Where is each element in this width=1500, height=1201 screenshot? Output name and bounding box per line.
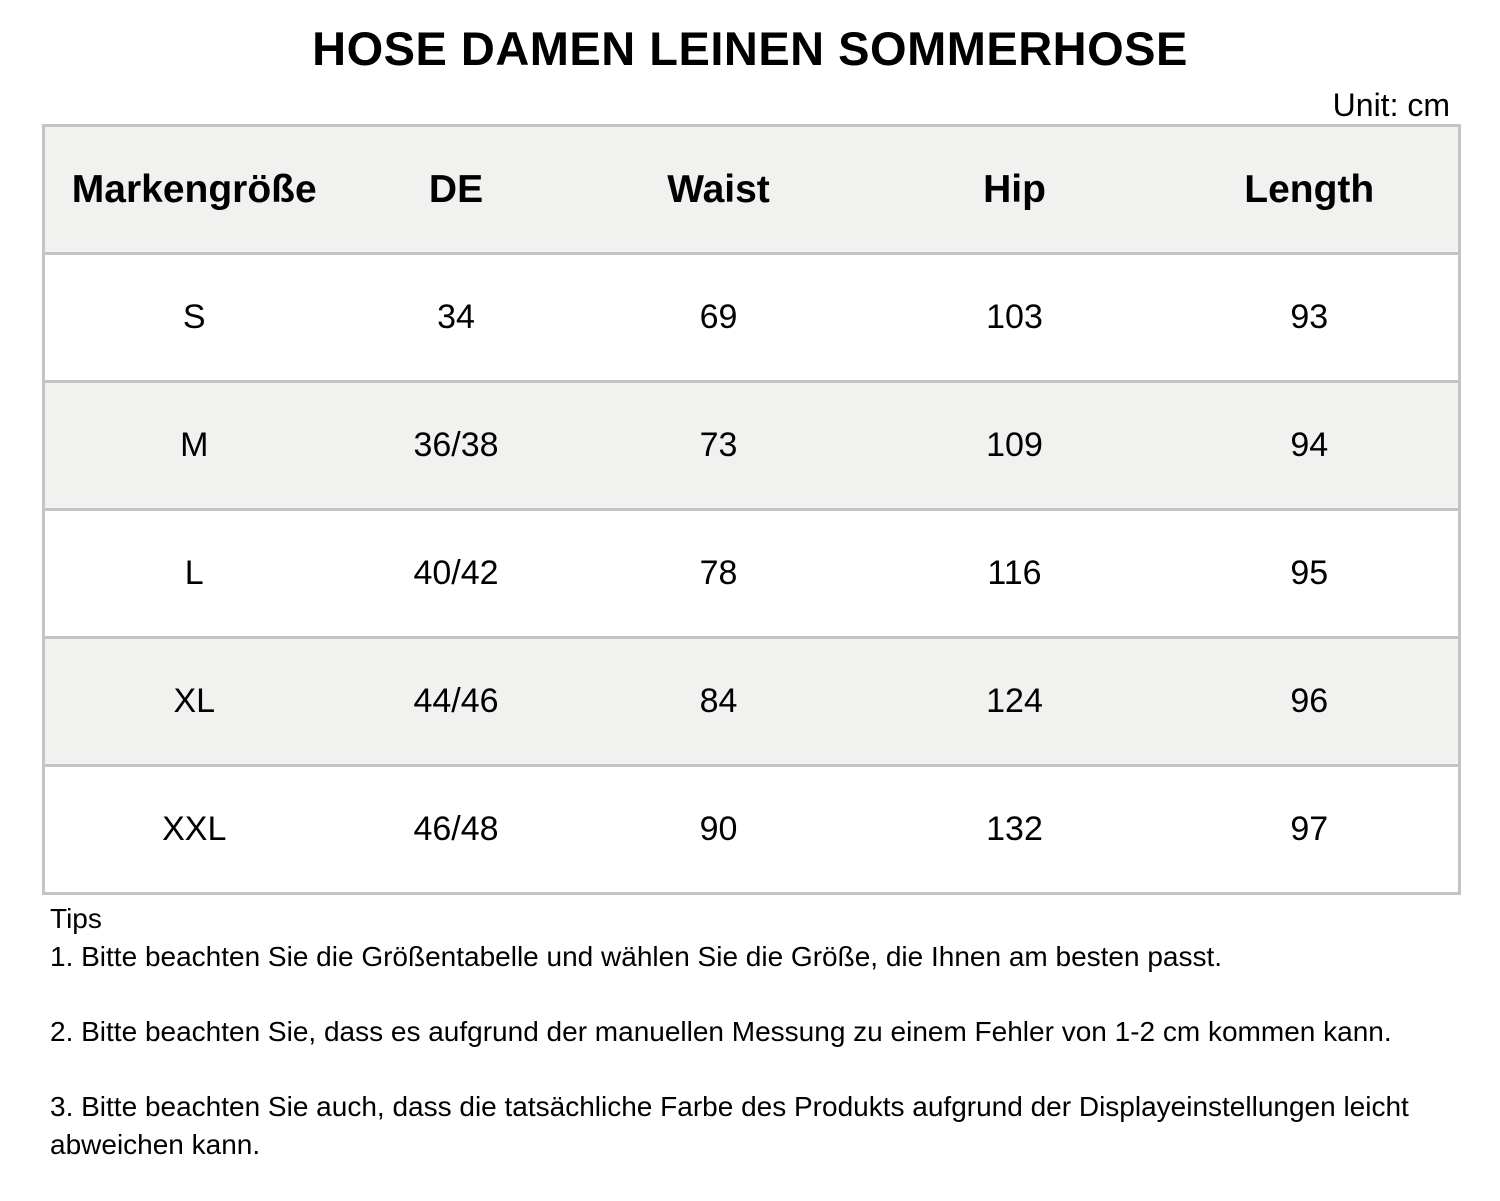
tip-item: 3. Bitte beachten Sie auch, dass die tatsächliche Farbe des Produkts aufgrund der Displayeinstellungen leicht abweichen kann. xyxy=(50,1091,1409,1160)
page-title: HOSE DAMEN LEINEN SOMMERHOSE xyxy=(312,22,1188,75)
table-row xyxy=(44,382,1460,510)
cell-de: 40/42 xyxy=(344,510,569,638)
cell-hip: 103 xyxy=(869,254,1161,382)
cell-length: 94 xyxy=(1161,382,1460,510)
unit-label: Unit: cm xyxy=(1332,87,1450,123)
tip-item: 2. Bitte beachten Sie, dass es aufgrund der manuellen Messung zu einem Fehler von 1-2 cm kommen kann. xyxy=(50,1016,1392,1047)
table-row xyxy=(44,254,1460,382)
header-length: Length xyxy=(1161,126,1460,254)
cell-length: 97 xyxy=(1161,766,1460,894)
table-row xyxy=(44,766,1460,894)
cell-length: 93 xyxy=(1161,254,1460,382)
cell-size: L xyxy=(44,510,344,638)
cell-de: 44/46 xyxy=(344,638,569,766)
table-row xyxy=(44,510,1460,638)
size-table xyxy=(42,124,1461,895)
cell-length: 95 xyxy=(1161,510,1460,638)
tip-item: 1. Bitte beachten Sie die Größentabelle und wählen Sie die Größe, die Ihnen am besten passt. xyxy=(50,941,1223,972)
cell-hip: 109 xyxy=(869,382,1161,510)
cell-de: 36/38 xyxy=(344,382,569,510)
cell-length: 96 xyxy=(1161,638,1460,766)
table-header-row xyxy=(44,126,1460,254)
cell-de: 34 xyxy=(344,254,569,382)
cell-size: S xyxy=(44,254,344,382)
header-markengroesse: Markengröße xyxy=(44,126,344,254)
cell-waist: 84 xyxy=(569,638,869,766)
cell-size: M xyxy=(44,382,344,510)
cell-hip: 132 xyxy=(869,766,1161,894)
cell-hip: 116 xyxy=(869,510,1161,638)
cell-hip: 124 xyxy=(869,638,1161,766)
header-hip: Hip xyxy=(869,126,1161,254)
cell-waist: 73 xyxy=(569,382,869,510)
cell-size: XXL xyxy=(44,766,344,894)
header-de: DE xyxy=(344,126,569,254)
header-waist: Waist xyxy=(569,126,869,254)
cell-waist: 78 xyxy=(569,510,869,638)
tips-section xyxy=(50,900,1460,1201)
cell-waist: 90 xyxy=(569,766,869,894)
cell-waist: 69 xyxy=(569,254,869,382)
tips-heading: Tips xyxy=(50,903,102,934)
table-row xyxy=(44,638,1460,766)
cell-size: XL xyxy=(44,638,344,766)
cell-de: 46/48 xyxy=(344,766,569,894)
